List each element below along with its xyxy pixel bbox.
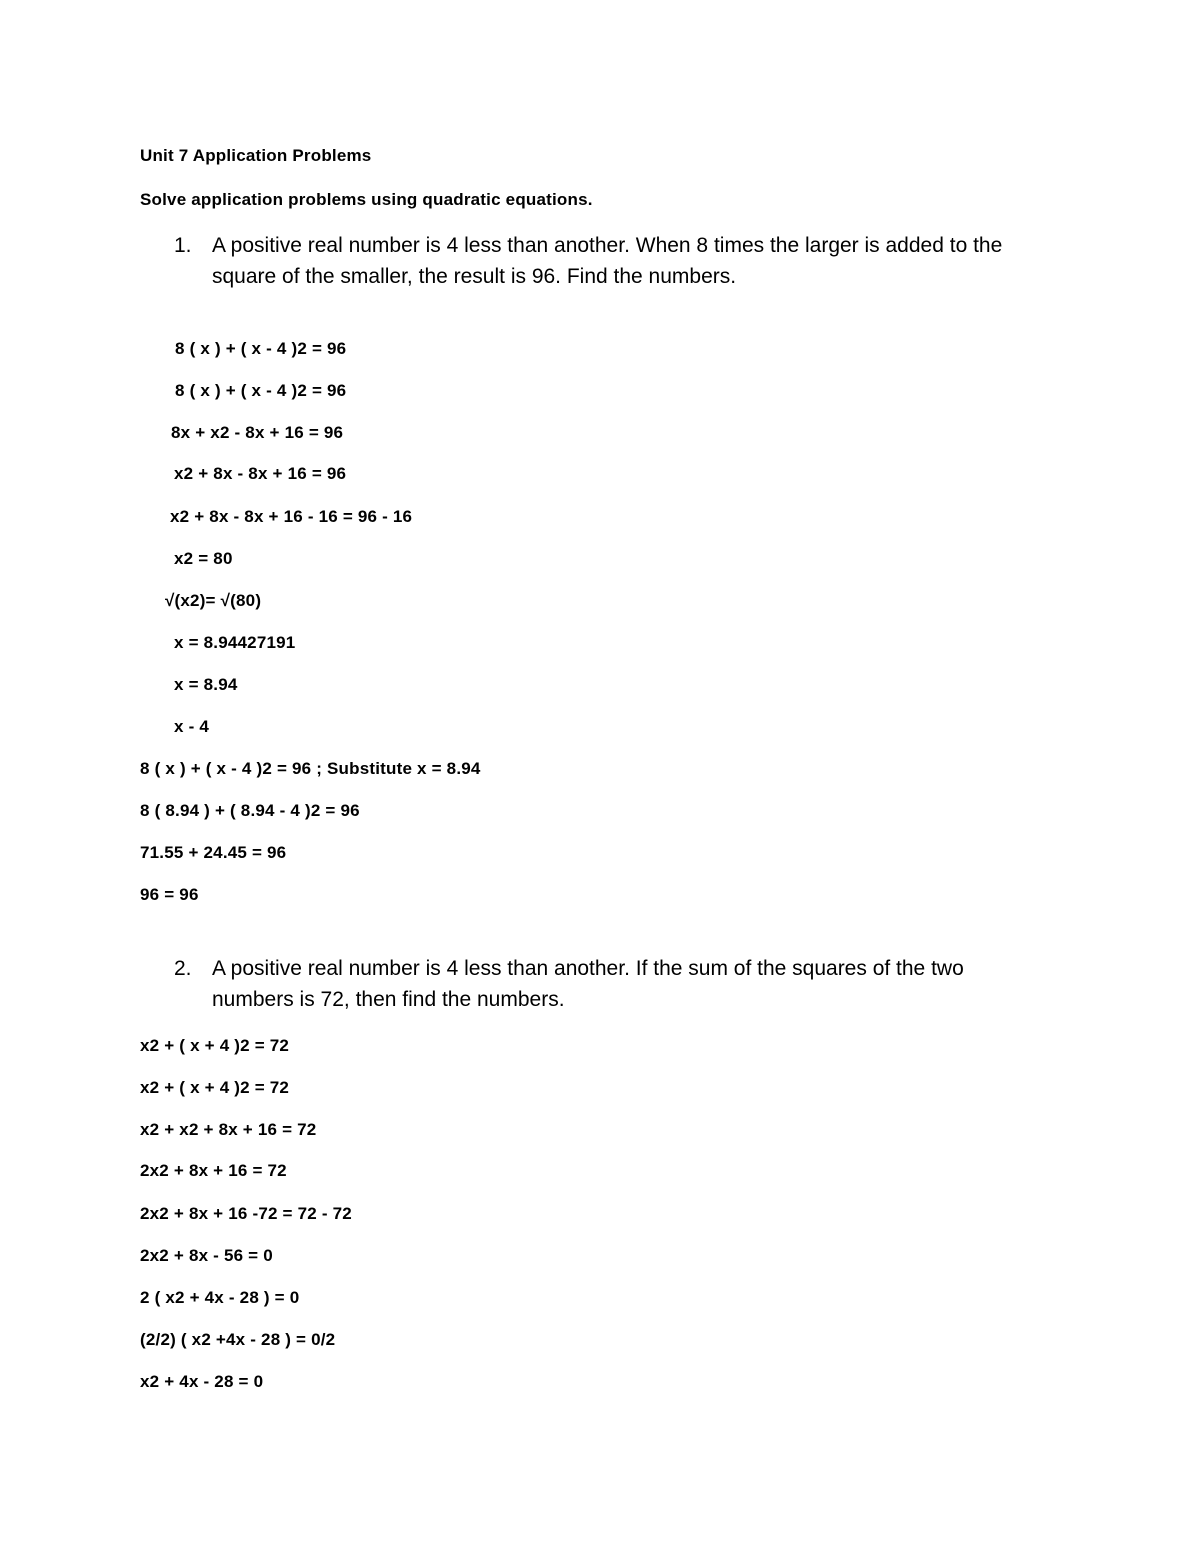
problem-2-step: 2x2 + 8x + 16 -72 = 72 - 72 [140,1204,352,1223]
problem-2-step: 2 ( x2 + 4x - 28 ) = 0 [140,1288,300,1307]
problem-1-step: 8x + x2 - 8x + 16 = 96 [171,423,344,442]
problem-1-step: 8 ( 8.94 ) + ( 8.94 - 4 )2 = 96 [140,801,360,820]
problem-2-text-line-1: A positive real number is 4 less than another. If the sum of the squares of the two [212,957,964,980]
problem-2-step: x2 + x2 + 8x + 16 = 72 [140,1120,317,1139]
document-subtitle: Solve application problems using quadratic equations. [140,190,593,209]
problem-2-number: 2. [174,957,192,980]
problem-2-step: x2 + ( x + 4 )2 = 72 [140,1078,290,1097]
problem-1-step: x = 8.94 [174,675,238,694]
problem-1-step: 8 ( x ) + ( x - 4 )2 = 96 [175,381,347,400]
problem-1-step: x2 + 8x - 8x + 16 = 96 [174,464,347,483]
problem-1-step: √(x2)= √(80) [165,591,262,610]
problem-1-step: x2 = 80 [174,549,233,568]
problem-1-step: 96 = 96 [140,885,199,904]
problem-1-step: 8 ( x ) + ( x - 4 )2 = 96 [175,339,347,358]
problem-2-step: 2x2 + 8x - 56 = 0 [140,1246,273,1265]
problem-1-step: x - 4 [174,717,210,736]
problem-2-step: x2 + ( x + 4 )2 = 72 [140,1036,290,1055]
document-title: Unit 7 Application Problems [140,146,372,165]
problem-2-step: (2/2) ( x2 +4x - 28 ) = 0/2 [140,1330,336,1349]
problem-2-text-line-2: numbers is 72, then find the numbers. [212,988,565,1011]
problem-2-step: 2x2 + 8x + 16 = 72 [140,1161,287,1180]
problem-1-step: 8 ( x ) + ( x - 4 )2 = 96 ; Substitute x = 8.94 [140,759,481,778]
problem-1-number: 1. [174,234,192,257]
problem-1-text-line-2: square of the smaller, the result is 96. Find the numbers. [212,265,737,288]
problem-1-text-line-1: A positive real number is 4 less than another. When 8 times the larger is added to the [212,234,1003,257]
problem-1-step: x = 8.94427191 [174,633,296,652]
problem-1-step: x2 + 8x - 8x + 16 - 16 = 96 - 16 [170,507,413,526]
problem-1-step: 71.55 + 24.45 = 96 [140,843,287,862]
problem-2-step: x2 + 4x - 28 = 0 [140,1372,264,1391]
